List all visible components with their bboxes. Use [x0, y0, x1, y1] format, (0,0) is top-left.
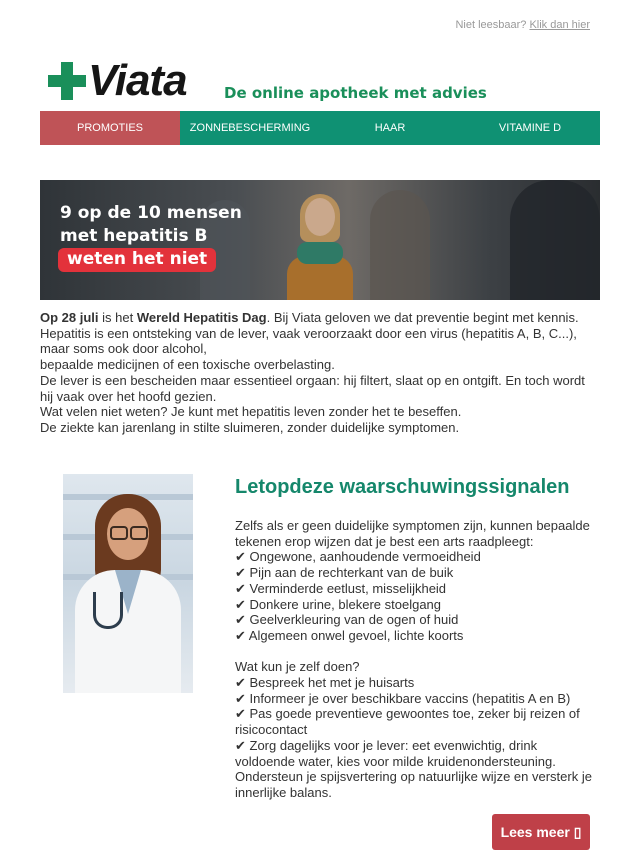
- viata-logo[interactable]: [48, 56, 618, 105]
- intro-sentence: . Bij Viata geloven we dat preventie begint met kennis.: [266, 310, 579, 325]
- crowd-figure: [510, 180, 600, 300]
- pharmacy-cross-icon: [48, 62, 86, 100]
- woman-photo: [285, 198, 355, 300]
- nav-item-vitamine-d[interactable]: VITAMINE D: [498, 122, 562, 134]
- pharmacist-photo: [63, 474, 193, 693]
- signal-item: ✔ Verminderde eetlust, misselijkheid: [235, 580, 447, 596]
- todo-item: ✔ Pas goede preventieve gewoontes toe, zeker bij reizen of risicocontact: [235, 706, 580, 738]
- intro-line: bepaalde medicijnen of een toxische overbelasting.: [40, 357, 335, 373]
- signal-item: ✔ Donkere urine, blekere stoelgang: [235, 596, 442, 612]
- logo-tagline: De online apotheek met advies: [224, 84, 487, 102]
- todo-item: ✔ Informeer je over beschikbare vaccins (hepatitis A en B): [235, 690, 571, 706]
- crowd-figure: [370, 190, 430, 300]
- hero-highlight: weten het niet: [58, 248, 216, 272]
- signal-item: ✔ Geelverkleuring van de ogen of huid: [235, 612, 459, 628]
- signals-intro: Zelfs als er geen duidelijke symptomen zijn, kunnen bepaalde tekenen erop wijzen dat je best een arts raadpleegt:: [235, 518, 590, 549]
- intro-connector: is het: [98, 310, 137, 325]
- nav-item-haar[interactable]: HAAR: [374, 122, 406, 134]
- nav-item-promoties[interactable]: PROMOTIES: [40, 111, 180, 145]
- view-online-link[interactable]: Klik dan hier: [529, 19, 590, 31]
- logo-wordmark: Viata: [88, 56, 187, 105]
- hero-line-2: met hepatitis B: [60, 226, 208, 246]
- not-readable-text: Niet leesbaar?: [455, 19, 527, 31]
- intro-line: Wat velen niet weten? Je kunt met hepatitis leven zonder het te beseffen.: [40, 404, 462, 420]
- todo-title: Wat kun je zelf doen?: [235, 659, 360, 675]
- stethoscope-icon: [93, 592, 123, 629]
- signal-item: ✔ Algemeen onwel gevoel, lichte koorts: [235, 627, 464, 643]
- view-online-bar: [455, 19, 590, 31]
- signal-item: ✔ Ongewone, aanhoudende vermoeidheid: [235, 549, 481, 565]
- hero-banner[interactable]: [40, 180, 600, 300]
- intro-day: Wereld Hepatitis Dag: [136, 310, 267, 325]
- todo-item: ✔ Bespreek het met je huisarts: [235, 675, 415, 691]
- read-more-button[interactable]: Lees meer ▯: [492, 814, 590, 850]
- hero-line-1: 9 op de 10 mensen: [60, 203, 242, 223]
- intro-line: De lever is een bescheiden maar essentieel orgaan: hij filtert, slaat op en ontgift. En toch wordt hij vaak over het hoofd gezien.: [40, 372, 585, 404]
- intro-line: De ziekte kan jarenlang in stilte sluimeren, zonder duidelijke symptomen.: [40, 419, 460, 435]
- intro-text: [40, 310, 600, 436]
- main-nav: [40, 111, 600, 145]
- intro-date: Op 28 juli: [40, 310, 99, 325]
- intro-line: Hepatitis is een ontsteking van de lever, vaak veroorzaakt door een virus (hepatitis A, B, C...), maar soms ook door alcohol,: [40, 325, 577, 357]
- signals-section: [235, 474, 595, 801]
- signals-title: Letopdeze waarschuwingssignalen: [235, 476, 570, 498]
- nav-item-zonnebescherming[interactable]: ZONNEBESCHERMING: [189, 122, 311, 134]
- signal-item: ✔ Pijn aan de rechterkant van de buik: [235, 565, 454, 581]
- todo-item: ✔ Zorg dagelijks voor je lever: eet evenwichtig, drink voldoende water, kies voor milde kruidenondersteuning. Ondersteun je spijsvertering op natuurlijke wijze en versterk je innerlijke balans.: [235, 737, 592, 800]
